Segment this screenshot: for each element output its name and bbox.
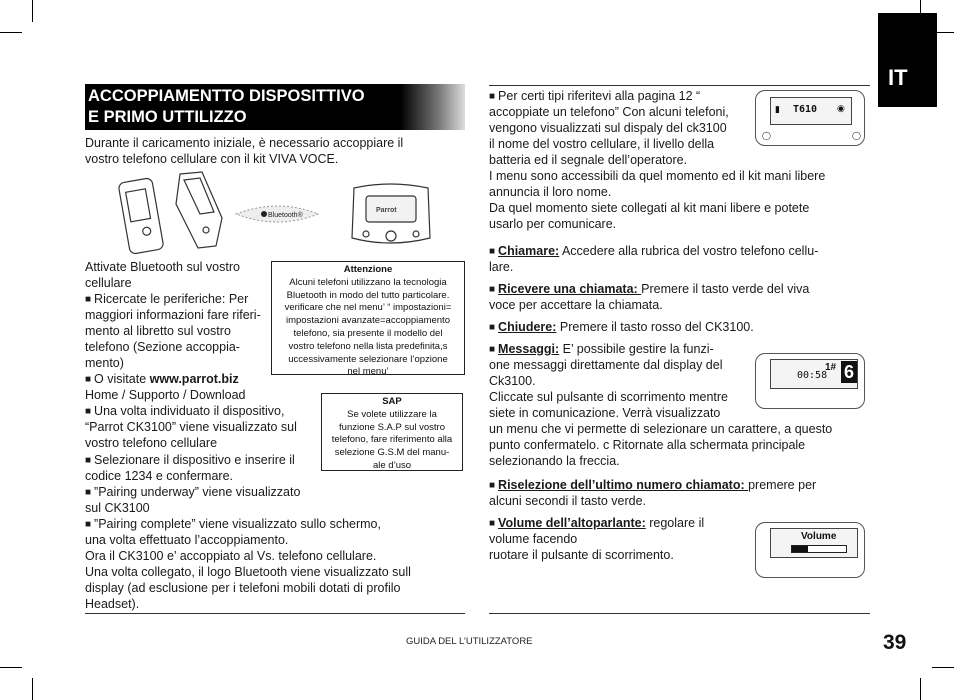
text-line: batteria ed il segnale dell’operatore. (489, 153, 688, 167)
attenzione-title: Attenzione (343, 264, 393, 275)
device-screen-message (755, 353, 865, 409)
text-line: mento al libretto sul vostro (85, 324, 231, 338)
lcd-display (770, 97, 852, 125)
text-line: annuncia il loro nome. (489, 185, 612, 199)
sap-line: ale d’uso (372, 459, 412, 471)
section-title (85, 84, 465, 130)
chiudere-label: Chiudere: (498, 320, 557, 334)
attenzione-line: Bluetooth in modo del tutto particolare. (286, 289, 450, 301)
lcd-time: 00:58 (797, 370, 828, 381)
text-line: un menu che vi permette di selezionare un carattere, a questo (489, 422, 833, 436)
text-line: one messaggi direttamente dal display del (489, 358, 723, 372)
text-line: il nome del vostro cellulare, il livello della (489, 137, 715, 151)
crop-mark (0, 667, 22, 668)
volume-label: Volume dell’altoparlante: (498, 516, 646, 530)
attenzione-line: verificare che nel menu’ “ impostazioni= (284, 302, 452, 314)
text-line: usarlo per comunicare. (489, 217, 617, 231)
bullet-line (489, 319, 754, 337)
text-line: Attivate Bluetooth sul vostro (85, 260, 240, 274)
crop-mark (32, 678, 33, 700)
text-line: codice 1234 e confermare. (85, 469, 234, 483)
text-line: Headset). (85, 597, 140, 611)
text-line: punto confermatelo. c Ritornate alla schermata principale (489, 438, 806, 452)
sap-line: Se volete utilizzare la (347, 408, 437, 420)
footer-text: GUIDA DEL L’UTILIZZATORE (406, 636, 533, 647)
attenzione-box (271, 261, 465, 378)
lcd-display (770, 528, 858, 558)
chiamare-label: Chiamare: (498, 244, 560, 258)
battery-icon: ◉ (837, 103, 845, 113)
phone-icon (118, 172, 222, 254)
text-line: ”Pairing complete” viene visualizzato sullo schermo, (94, 517, 381, 531)
text-line: Una volta collegato, il logo Bluetooth viene visualizzato sull (85, 565, 411, 579)
parrot-link[interactable]: www.parrot.biz (149, 372, 239, 386)
text-line: ruotare il pulsante di scorrimento. (489, 548, 674, 562)
device-label: Parrot (376, 207, 397, 214)
text-line: Cliccate sul pulsante di scorrimento mentre (489, 390, 728, 404)
ricevere-label: Ricevere una chiamata: (498, 282, 642, 296)
red-button-icon: ◯ (852, 131, 861, 140)
attenzione-line: nel menu’ (347, 366, 389, 378)
lcd-display (770, 359, 858, 389)
text-line: Ck3100. (489, 374, 536, 388)
text-line: Per certi tipi riferitevi alla pagina 12 “ (498, 89, 701, 103)
text-line: cellulare (85, 276, 132, 290)
crop-mark (32, 0, 33, 22)
page-number: 39 (883, 631, 907, 654)
text-line: regolare il (645, 516, 705, 530)
text-line: sul CK3100 (85, 501, 150, 515)
attenzione-line: uccessivamente selezionare l’opzione (288, 353, 448, 365)
sap-box (321, 393, 463, 471)
attenzione-line: Alcuni telefoni utilizzano la tecnologia (289, 276, 447, 288)
text-line: siete in comunicazione. Verrà visualizzato (489, 406, 721, 420)
device-screen-volume (755, 522, 865, 578)
device-screen-phone-name (755, 90, 865, 146)
pairing-illustration (118, 168, 434, 260)
text-line: E’ possibile gestire la funzi- (559, 342, 714, 356)
text-line: Home / Supporto / Download (85, 388, 246, 402)
carkit-device-icon (352, 184, 430, 243)
riselezione-label: Riselezione dell’ultimo numero chiamato: (498, 478, 749, 492)
text-line: I menu sono accessibili da quel momento ed il kit mani libere (489, 169, 826, 183)
text-line: una volta effettuato l’accoppiamento. (85, 533, 289, 547)
text-line: “Parrot CK3100” viene visualizzato sul (85, 420, 297, 434)
attenzione-line: vostro telefono nella lista predefinita,s (288, 340, 448, 352)
text-line: alcuni secondi il tasto verde. (489, 494, 647, 508)
section-title-line: ACCOPPIAMENTTO DISPOSITTIVO (88, 87, 365, 105)
intro-line: vostro telefono cellulare con il kit VIVA VOCE. (85, 152, 339, 166)
text-line: Premere il tasto rosso del CK3100. (556, 320, 754, 334)
text-line: Premere il tasto verde del viva (641, 282, 810, 296)
lcd-text: T610 (793, 104, 818, 115)
sap-title: SAP (382, 396, 402, 407)
crop-mark (0, 32, 22, 33)
text-line: accoppiate un telefono” Con alcuni telefoni, (489, 105, 729, 119)
crop-mark (920, 678, 921, 700)
text-line: vostro telefono cellulare (85, 436, 218, 450)
text-line: O visitate (94, 372, 150, 386)
bottom-rule-right (489, 613, 870, 614)
crop-mark (932, 667, 954, 668)
volume-bar-fill (792, 546, 808, 552)
lcd-hash: 1# (825, 362, 837, 373)
messaggi-label: Messaggi: (498, 342, 560, 356)
text-line: mento) (85, 356, 124, 370)
sap-line: telefono, fare riferimento alla (331, 434, 453, 446)
bottom-rule-left (85, 613, 465, 614)
text-line: Selezionare il dispositivo e inserire il (94, 453, 295, 467)
section-title-line: E PRIMO UTTILIZZO (88, 108, 247, 126)
sap-line: selezione G.S.M del manu- (334, 447, 450, 459)
text-line: vengono visualizzati sul dispaly del ck3100 (489, 121, 727, 135)
text-line: Ricercate le periferiche: Per (94, 292, 249, 306)
text-line: volume facendo (489, 532, 578, 546)
sap-line: funzione S.A.P sul vostro (339, 421, 445, 433)
text-line: Da quel momento siete collegati al kit mani libere e potete (489, 201, 810, 215)
attenzione-line: telefono, sia presente il modello del (293, 327, 443, 339)
language-tab: IT (878, 13, 937, 107)
bullet-line (489, 243, 818, 261)
volume-bar (791, 545, 847, 553)
text-line: display (ad esclusione per i telefoni mobili dotati di profilo (85, 581, 401, 595)
text-line: selezionando la freccia. (489, 454, 620, 468)
text-line: premere per (748, 478, 817, 492)
intro-line: Durante il caricamento iniziale, è necessario accoppiare il (85, 136, 404, 150)
text-line: maggiori informazioni fare riferi- (85, 308, 261, 322)
signal-icon: ▮ (775, 104, 780, 114)
text-line: telefono (Sezione accoppia- (85, 340, 240, 354)
text-line: Accedere alla rubrica del vostro telefono cellu- (559, 244, 819, 258)
text-line: Una volta individuato il dispositivo, (94, 404, 285, 418)
text-line: voce per accettare la chiamata. (489, 298, 663, 312)
lcd-selected-digit: 6 (841, 361, 857, 383)
text-line: lare. (489, 260, 514, 274)
text-line: ”Pairing underway” viene visualizzato (94, 485, 301, 499)
bluetooth-icon (236, 206, 318, 222)
top-rule-right (489, 85, 870, 86)
text-line: Ora il CK3100 e’ accoppiato al Vs. telefono cellulare. (85, 549, 377, 563)
green-button-icon: ◯ (762, 131, 771, 140)
bluetooth-label: Bluetooth® (268, 212, 303, 219)
lcd-volume-label: Volume (801, 531, 837, 542)
attenzione-line: impostazioni avanzate=accoppiamento (286, 315, 450, 327)
